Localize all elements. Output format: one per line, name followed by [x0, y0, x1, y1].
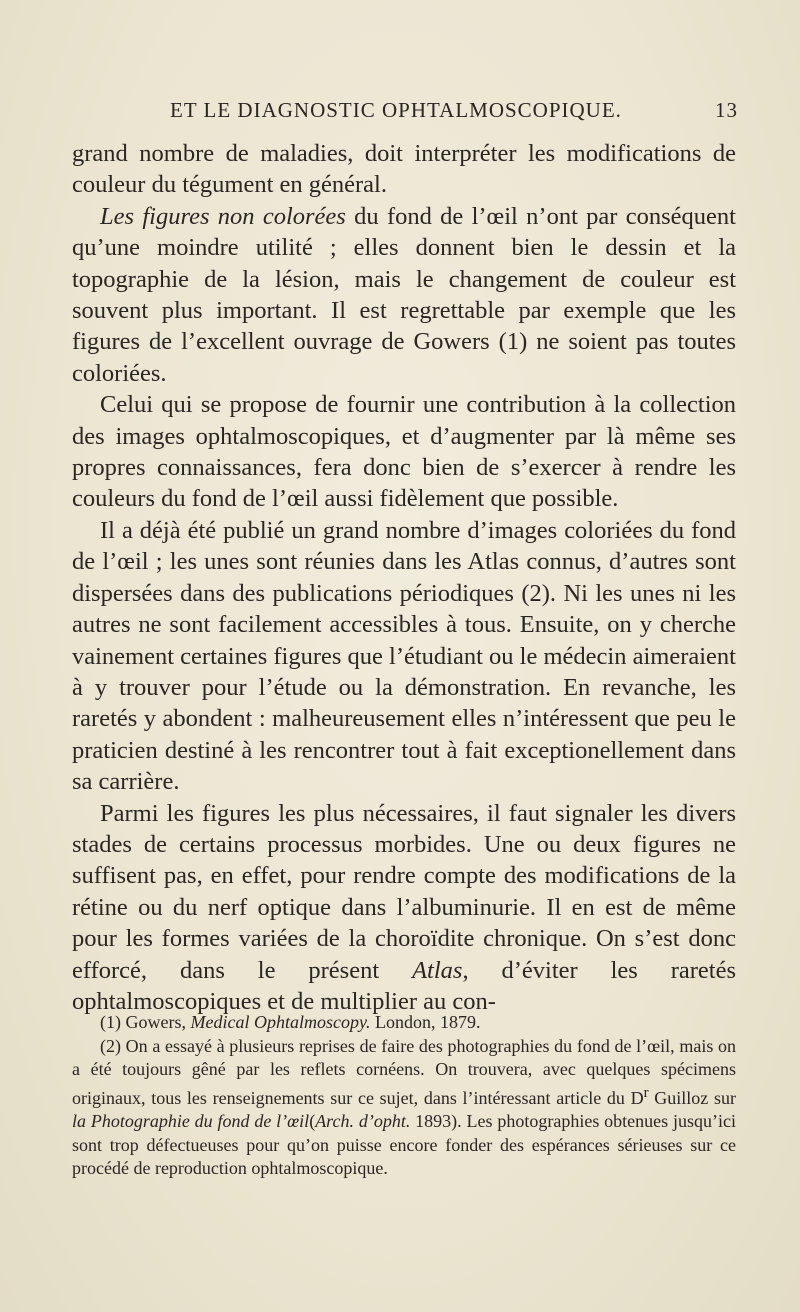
- footnote-2-article-title: la Photographie du fond de l’œil: [72, 1111, 310, 1131]
- running-head: [70, 98, 738, 134]
- paragraph-4: [72, 515, 736, 798]
- paragraph-1: [72, 138, 736, 201]
- footnote-2-journal: Arch. d’opht.: [315, 1111, 411, 1131]
- page-number: 13: [715, 98, 738, 122]
- footnote-2-paren: (: [309, 1111, 316, 1131]
- running-title: ET LE DIAGNOSTIC OPHTALMOSCOPIQUE.: [170, 98, 622, 122]
- paragraph-2-text: du fond de l’œil n’ont par conséquent qu’une moindre utilité ; elles donnent bien le dessin et la topographie de la lésion, mais le changement de couleur est souvent plus important. Il est regrettable par exemple que les figures de l’excellent ouvrage de Gowers (1) ne soient pas toutes coloriées.: [72, 202, 736, 387]
- footnote-2-start: (2) On a essayé à plusieurs reprises de faire des photographies du fond de l’œil, mais on a été toujours gêné par les reflets cornéens. On trouvera, avec quelques spécimens originaux, tous les renseignements sur ce sujet, dans l’intéressant article du D: [72, 1035, 736, 1108]
- paragraph-2-emphasis: Les figures non colorées: [100, 202, 346, 230]
- footnote-1-start: (1) Gowers,: [100, 1012, 191, 1032]
- paragraph-1-text: grand nombre de maladies, doit interpréter les modifications de couleur du tégument en général.: [72, 140, 736, 199]
- paragraph-4-text: Il a déjà été publié un grand nombre d’images coloriées du fond de l’œil ; les unes sont réunies dans les Atlas connus, d’autres sont dispersées dans des publications périodiques (2). Ni les unes ni les autres ne sont facilement accessibles à tous. Ensuite, on y cherche vainement certaines figures que l’étudiant ou le médecin aimeraient à y trouver pour l’étude ou la démonstration. En revanche, les raretés y abondent : malheureusement elles n’intéressent que peu le praticien destiné à les rencontrer tout à fait exceptionellement dans sa carrière.: [72, 516, 736, 796]
- footnote-1-title: Medical Ophtalmoscopy.: [190, 1012, 371, 1032]
- footnote-2-middle: Guilloz sur: [648, 1087, 736, 1108]
- footnote-2-end: 1893). Les photographies obtenues jusqu’ici sont trop défectueuses pour qu’on puisse encore fonder des espérances sérieuses sur ce procédé de reproduction ophtalmoscopique.: [72, 1111, 736, 1178]
- footnote-2-superscript: r: [643, 1084, 649, 1101]
- paragraph-3: [72, 389, 736, 515]
- footnote-2: [72, 1035, 736, 1181]
- paragraph-5: [72, 798, 736, 1018]
- atlas-title: Atlas: [412, 956, 463, 984]
- paragraph-5-text-end: , d’éviter les raretés ophtalmoscopiques et de multiplier au con-: [72, 956, 736, 1015]
- footnote-1: [72, 1011, 736, 1035]
- footnote-1-end: London, 1879.: [370, 1012, 481, 1032]
- paragraph-3-text: Celui qui se propose de fournir une contribution à la collection des images ophtalmoscopiques, et d’augmenter par là même ses propres connaissances, fera donc bien de s’exercer à rendre les couleurs du fond de l’œil aussi fidèlement que possible.: [72, 391, 736, 513]
- paragraph-5-text-start: Parmi les figures les plus nécessaires, il faut signaler les divers stades de certains processus morbides. Une ou deux figures ne suffisent pas, en effet, pour rendre compte des modifications de la rétine ou du nerf optique dans l’albuminurie. Il en est de même pour les formes variées de la choroïdite chronique. On s’est donc efforcé, dans le présent: [72, 799, 736, 984]
- body-text: [72, 138, 736, 1017]
- paragraph-2: [72, 201, 736, 389]
- footnotes: [72, 1011, 736, 1181]
